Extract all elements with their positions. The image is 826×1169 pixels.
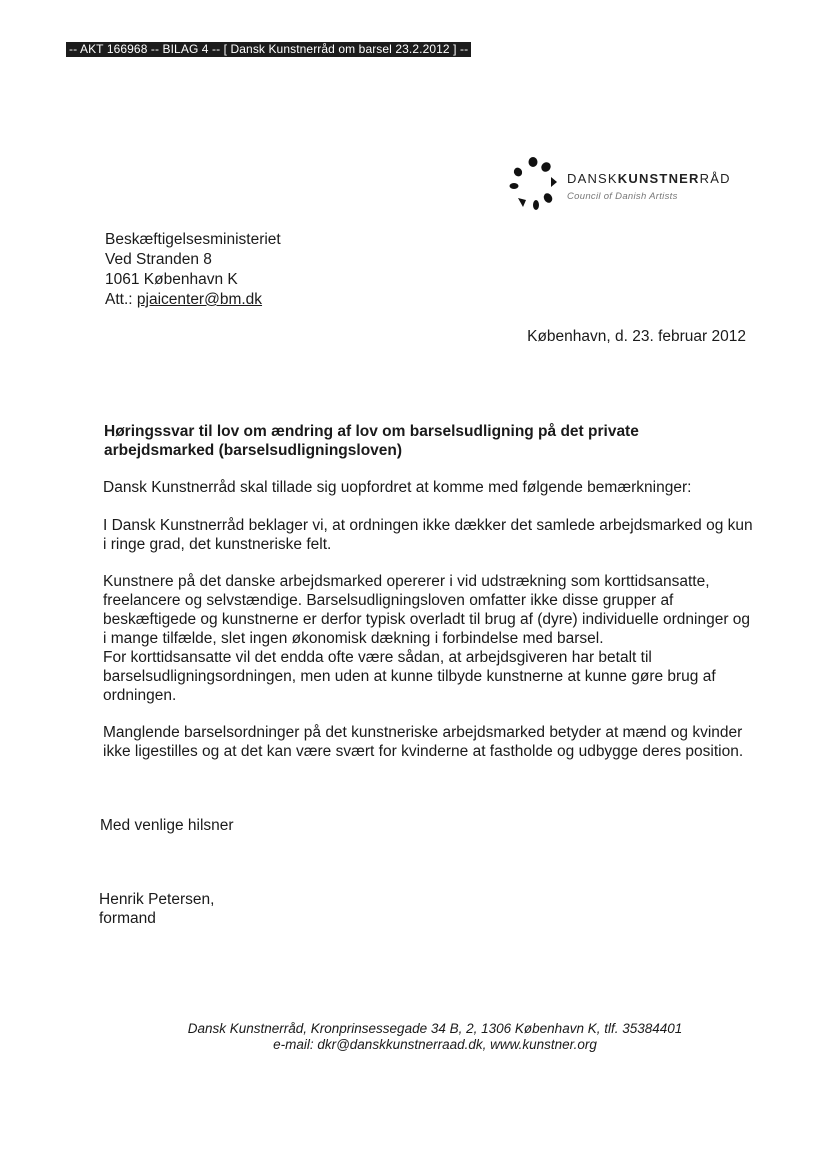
paragraph-coverage: I Dansk Kunstnerråd beklager vi, at ordningen ikke dækker det samlede arbejdsmarked og kun i ringe grad, det kunstneriske felt.	[103, 517, 753, 553]
recipient-city: 1061 København K	[105, 271, 238, 288]
ring-of-dots-logo-icon	[505, 155, 561, 215]
logo-wordmark: DANSKKUNSTNERRÅD	[567, 171, 731, 186]
logo-subtitle: Council of Danish Artists	[567, 191, 678, 202]
paragraph-intro: Dansk Kunstnerråd skal tillade sig uopfordret at komme med følgende bemærkninger:	[103, 479, 692, 496]
closing-salutation: Med venlige hilsner	[100, 817, 234, 834]
paragraph-equality: Manglende barselsordninger på det kunstneriske arbejdsmarked betyder at mænd og kvinder ikke ligestilles og at det kan være svært for kvinderne at fastholde og udbygge deres position.	[103, 724, 744, 760]
recipient-street: Ved Stranden 8	[105, 251, 212, 268]
organization-logo	[505, 155, 755, 215]
footer-address: Dansk Kunstnerråd, Kronprinsessegade 34 B, 2, 1306 København K, tlf. 35384401	[187, 1021, 683, 1036]
recipient-email-link[interactable]: pjaicenter@bm.dk	[136, 291, 263, 308]
recipient-address	[105, 230, 281, 310]
letterhead-footer	[130, 1021, 740, 1053]
letter-body	[103, 478, 753, 761]
signer-title: formand	[99, 910, 156, 927]
letter-subject: Høringssvar til lov om ændring af lov om barselsudligning på det private arbejdsmarked (barselsudligningsloven)	[104, 423, 639, 459]
recipient-name: Beskæftigelsesministeriet	[105, 231, 281, 248]
recipient-attention: Att.: pjaicenter@bm.dk	[105, 291, 263, 308]
signer-name: Henrik Petersen,	[99, 891, 215, 908]
paragraph-artists: Kunstnere på det danske arbejdsmarked opererer i vid udstrækning som korttidsansatte, freelancere og selvstændige. Barselsudligningsloven omfatter ikke disse grupper af beskæftigede og kunstnerne er derfor typisk overladt til brug af (dyre) individuelle ordninger og i mange tilfælde, slet ingen økonomisk dækning i forbindelse med barsel. For korttidsansatte vil det endda ofte være sådan, at arbejdsgiveren har betalt til barselsudligningsordningen, men uden at kunne tilbyde kunstnerne at kunne gøre brug af ordningen.	[103, 573, 751, 704]
footer-contact: e-mail: dkr@danskkunstnerraad.dk, www.kunstner.org	[273, 1037, 597, 1052]
letter-date: København, d. 23. februar 2012	[527, 328, 746, 345]
signature-block	[99, 890, 214, 928]
document-reference-tag: -- AKT 166968 -- BILAG 4 -- [ Dansk Kunstnerråd om barsel 23.2.2012 ] --	[66, 42, 471, 57]
